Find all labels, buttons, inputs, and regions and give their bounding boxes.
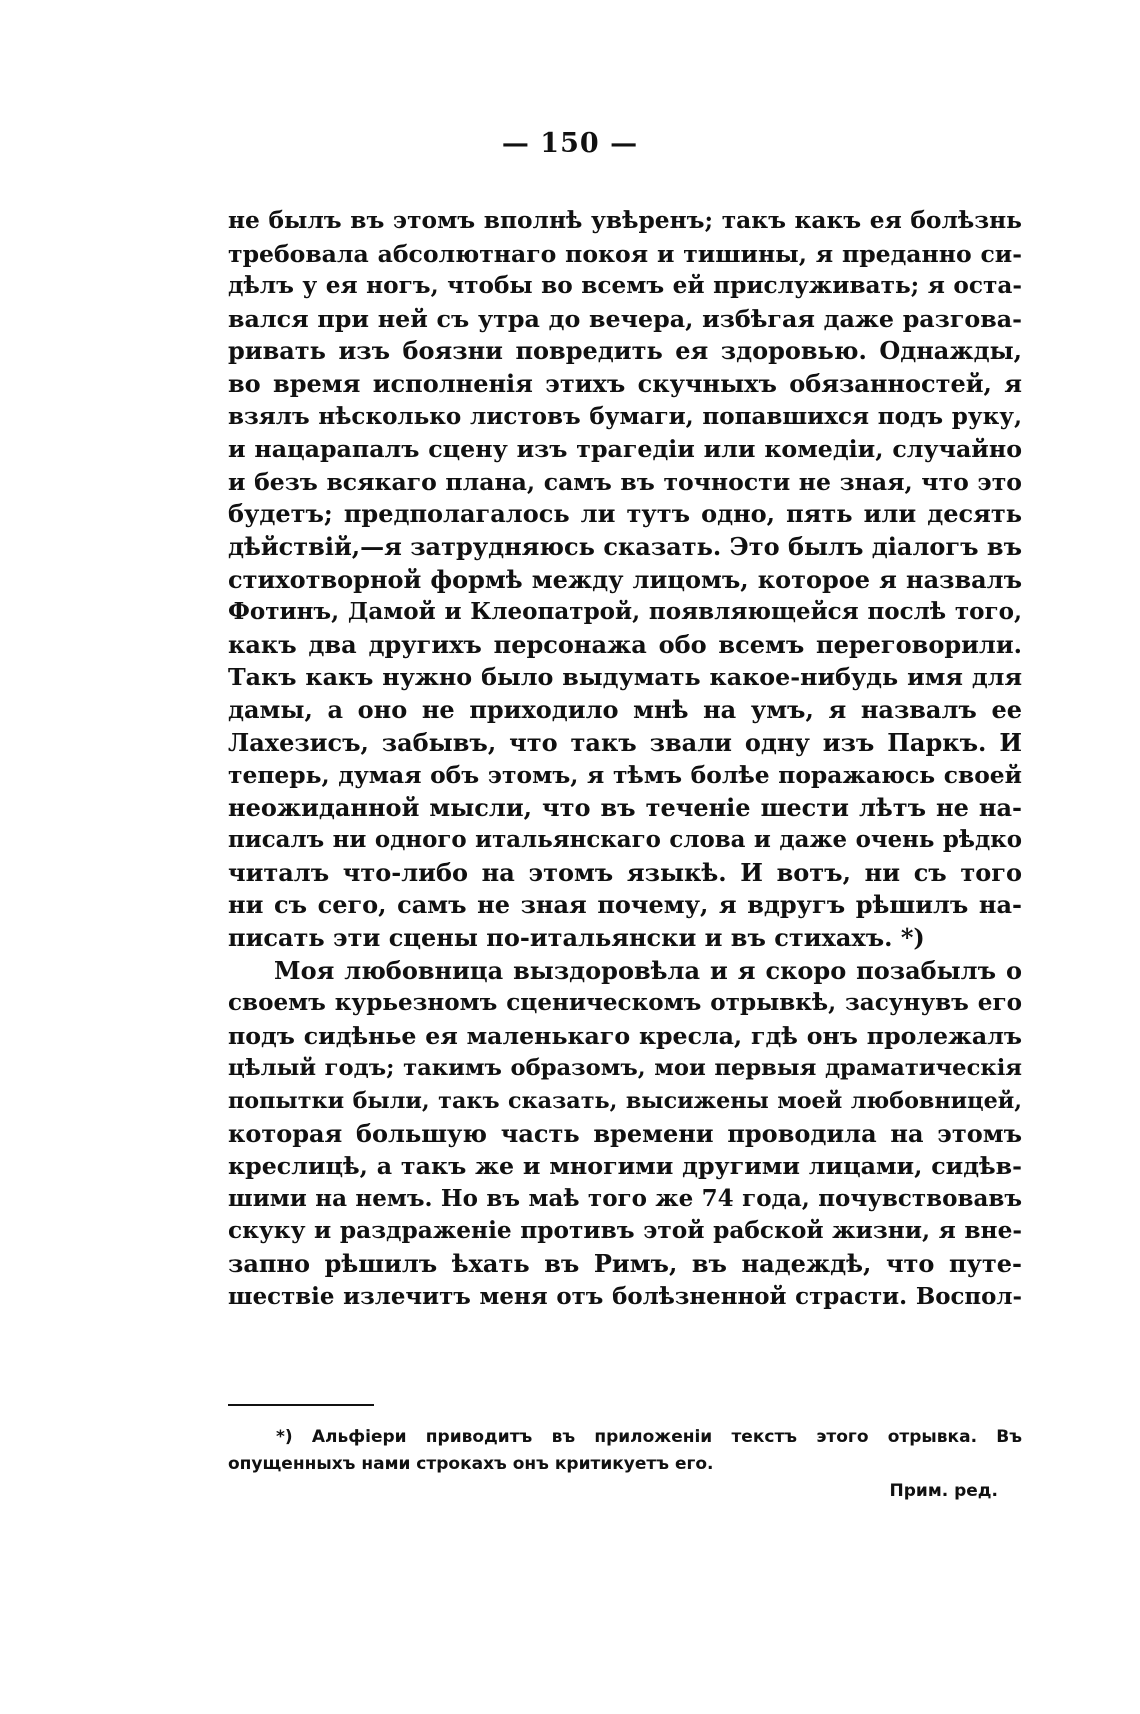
text-line: требовала абсолютнаго покоя и тишины, я преданно си- [228,239,1022,268]
text-line: стихотворной формѣ между лицомъ, которое я назвалъ [228,564,1022,594]
text-line: шими на немъ. Но въ маѣ того же 74 года, почувствовавъ [228,1184,1022,1212]
text-line: во время исполненія этихъ скучныхъ обязанностей, я [228,368,1022,398]
main-text [228,205,1022,1313]
text-line: ривать изъ боязни повредить ея здоровью. Однажды, [228,336,1022,366]
text-line: дѣйствій,—я затрудняюсь сказать. Это былъ діалогъ въ [228,531,1022,561]
text-line: и нацарапалъ сцену изъ трагедіи или комедіи, случайно [228,435,1022,464]
footnote [228,1424,1022,1478]
footnote-signature: Прим. ред. [889,1481,998,1501]
text-line: взялъ нѣсколько листовъ бумаги, попавшихся подъ руку, [228,402,1022,430]
text-line: скуку и раздраженіе противъ этой рабской жизни, я вне- [228,1217,1022,1245]
page-number: — 150 — [501,128,639,159]
text-line: писать эти сцены по-итальянски и въ стихахъ. *) [228,923,925,953]
text-line: не былъ въ этомъ вполнѣ увѣренъ; такъ какъ ея болѣзнь [228,207,1022,234]
text-line: Фотинъ, Дамой и Клеопатрой, появляющейся послѣ того, [228,598,1022,626]
text-line: подъ сидѣнье ея маленькаго кресла, гдѣ онъ пролежалъ [228,1021,1022,1050]
text-line: которая большую часть времени проводила на этомъ [228,1118,1022,1148]
text-line: будетъ; предполагалось ли тутъ одно, пять или десять [228,499,1022,529]
text-line: шествіе излечитъ меня отъ болѣзненной страсти. Воспол- [228,1283,1022,1310]
text-line: Такъ какъ нужно было выдумать какое-нибудь имя для [228,663,1022,692]
text-line: креслицѣ, а такъ же и многими другими лицами, сидѣв- [228,1152,1022,1181]
text-line: Лахезисъ, забывъ, что такъ звали одну изъ Паркъ. И [228,727,1022,757]
text-line: попытки были, такъ сказать, высижены моей любовницей, [228,1088,1022,1115]
text-line: и безъ всякаго плана, самъ въ точности не зная, что это [228,467,1022,496]
text-line: теперь, думая объ этомъ, я тѣмъ болѣе поражаюсь своей [228,761,1022,790]
text-line: дамы, а оно не приходило мнѣ на умъ, я назвалъ ее [228,694,1022,724]
footnote-divider [228,1404,374,1406]
text-line: запно рѣшилъ ѣхать въ Римъ, въ надеждѣ, что путе- [228,1249,1022,1278]
text-line: вался при ней съ утра до вечера, избѣгая даже разгова- [228,304,1022,333]
text-line: какъ два другихъ персонажа обо всемъ переговорили. [228,629,1022,659]
text-line: дѣлъ у ея ногъ, чтобы во всемъ ей прислуживать; я оста- [228,272,1022,300]
text-line: цѣлый годъ; такимъ образомъ, мои первыя драматическія [228,1055,1022,1082]
text-line: писалъ ни одного итальянскаго слова и даже очень рѣдко [228,827,1022,854]
text-line: неожиданной мысли, что въ теченіе шести лѣтъ не на- [228,792,1022,822]
text-line: своемъ курьезномъ сценическомъ отрывкѣ, засунувъ его [228,989,1022,1017]
text-line: читалъ что-либо на этомъ языкѣ. И вотъ, ни съ того [228,857,1022,887]
text-line: Моя любовница выздоровѣла и я скоро позабылъ о [274,955,1022,985]
footnote-line: *) Альфіери приводитъ въ приложеніи текстъ этого отрывка. Въ [276,1427,1022,1447]
text-line: ни съ сего, самъ не зная почему, я вдругъ рѣшилъ на- [228,890,1022,920]
footnote-line: опущенныхъ нами строкахъ онъ критикуетъ его. [228,1454,714,1474]
